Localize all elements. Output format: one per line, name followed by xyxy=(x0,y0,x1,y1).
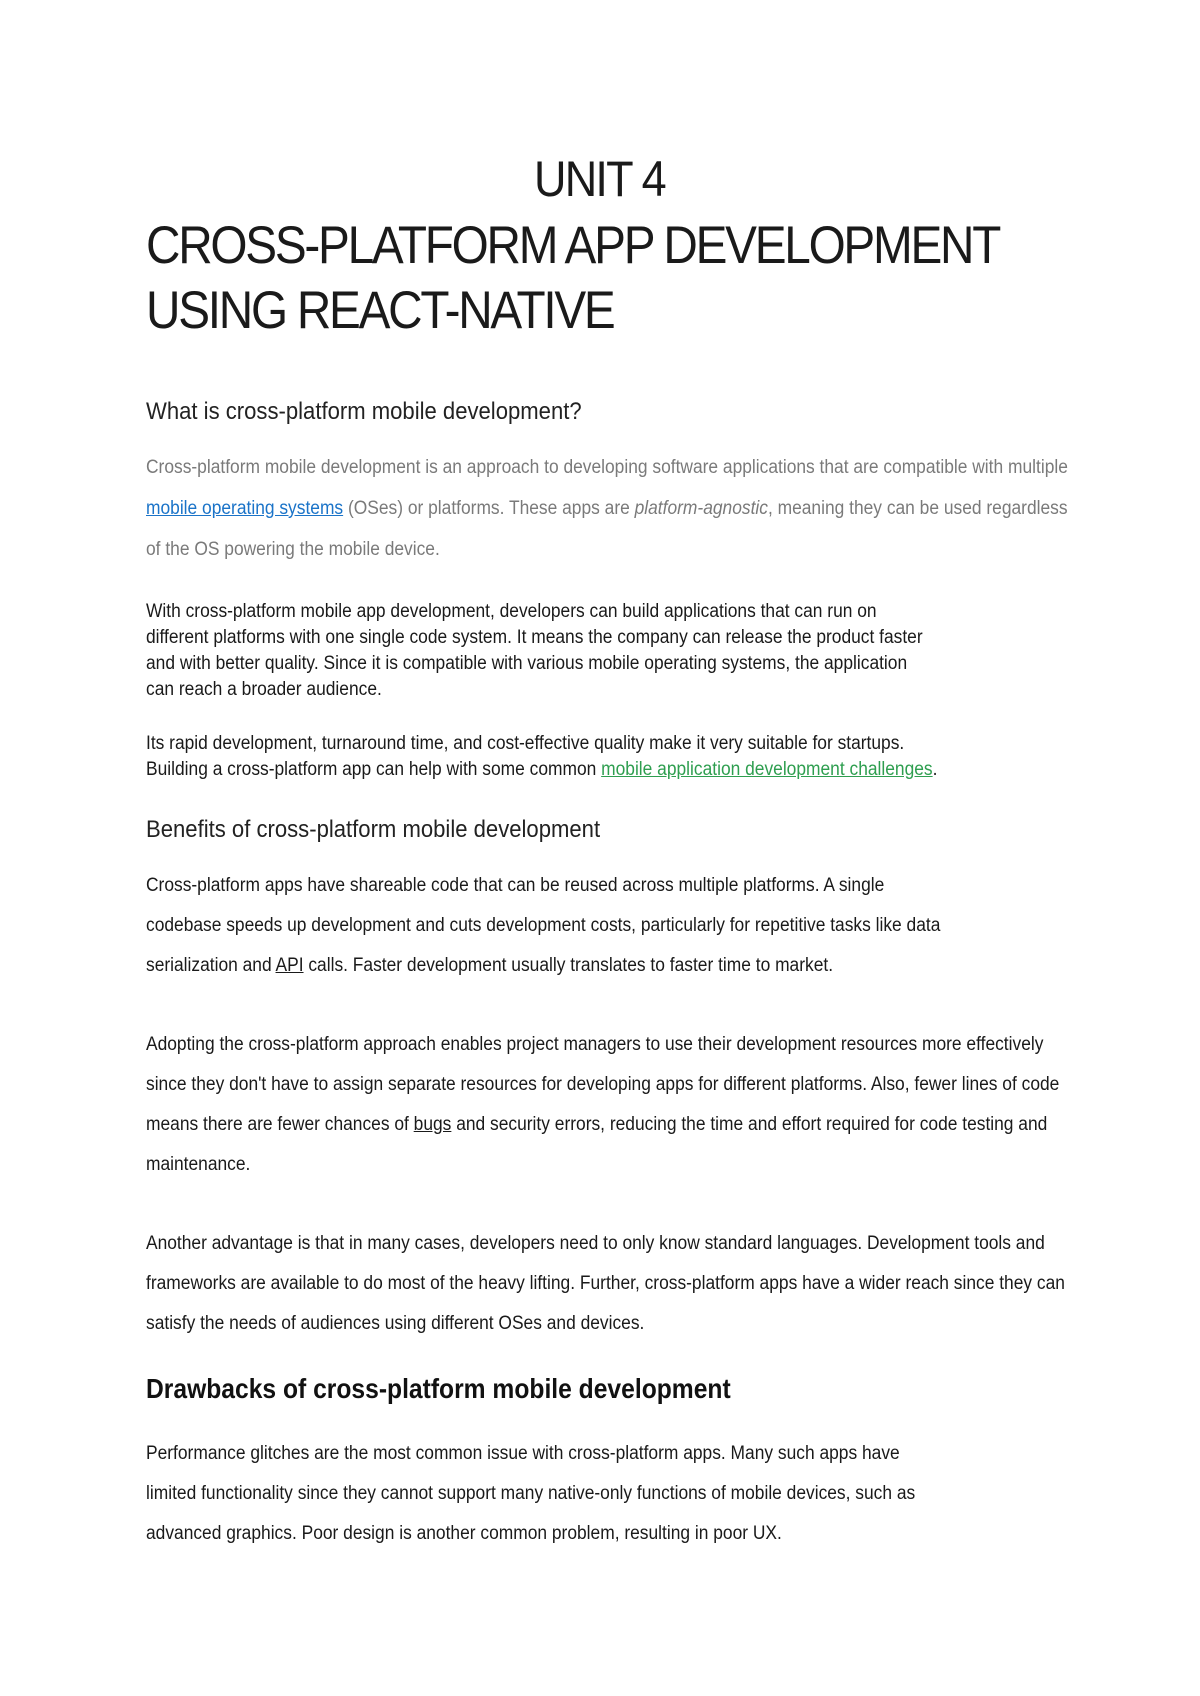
document-title-line-2: USING REACT-NATIVE xyxy=(146,281,614,340)
section-heading-drawbacks: Drawbacks of cross-platform mobile development xyxy=(146,1373,731,1404)
link-api[interactable]: API xyxy=(275,955,304,976)
paragraph-text: calls. Faster development usually translates to faster time to market. xyxy=(303,955,834,976)
link-mobile-operating-systems[interactable]: mobile operating systems xyxy=(146,498,344,519)
paragraph-text: . xyxy=(932,759,938,780)
section-heading-what-is: What is cross-platform mobile development? xyxy=(146,398,582,425)
paragraph-text: and security errors, reducing the time and effort required for code testing and maintenance. xyxy=(146,1114,1048,1175)
section-heading-benefits: Benefits of cross-platform mobile development xyxy=(146,816,601,843)
paragraph-text: (OSes) or platforms. These apps are xyxy=(343,498,635,519)
paragraph-project-managers xyxy=(146,1025,1061,1185)
paragraph-cross-platform-build: With cross-platform mobile app development, developers can build applications that can run on different platforms with one single code system. It means the company can release the product faster and with better quality. Since it is compatible with various mobile operating systems, the application can reach a broader audience. xyxy=(146,601,923,700)
unit-title: UNIT 4 xyxy=(534,151,665,207)
link-bugs[interactable]: bugs xyxy=(413,1114,452,1135)
paragraph-text: , meaning they can be used regardless of the OS powering the mobile device. xyxy=(146,498,1068,560)
paragraph-shareable-code xyxy=(146,866,951,986)
paragraph-text: Adopting the cross-platform approach enables project managers to use their development resources more effectively since they don't have to assign separate resources for developing apps for different platforms. Also, fewer lines of code means there are fewer chances of xyxy=(146,1034,1060,1135)
link-mobile-app-challenges[interactable]: mobile application development challenges xyxy=(601,759,933,780)
paragraph-definition xyxy=(146,447,1070,570)
document-title xyxy=(146,213,999,343)
paragraph-text: Cross-platform apps have shareable code that can be reused across multiple platforms. A single codebase speeds up development and cuts development costs, particularly for repetitive tasks like data serialization and xyxy=(146,875,941,976)
paragraph-text: Its rapid development, turnaround time, and cost-effective quality make it very suitable for startups. Building a cross-platform app can help with some common xyxy=(146,733,905,780)
emphasis-platform-agnostic: platform-agnostic xyxy=(634,498,768,519)
paragraph-rapid-development xyxy=(146,731,970,783)
paragraph-performance-glitches: Performance glitches are the most common issue with cross-platform apps. Many such apps have limited functionality since they cannot support many native-only functions of mobile devices, such as advanced graphics. Poor design is another common problem, resulting in poor UX. xyxy=(146,1443,916,1544)
document-title-line-1: CROSS-PLATFORM APP DEVELOPMENT xyxy=(146,216,1000,275)
paragraph-standard-languages: Another advantage is that in many cases, developers need to only know standard languages. Development tools and frameworks are available to do most of the heavy lifting. Further, cross-platform apps have a wider reach since they can satisfy the needs of audiences using different OSes and devices. xyxy=(146,1233,1065,1334)
paragraph-text: Cross-platform mobile development is an approach to developing software applications that are compatible with multiple xyxy=(146,457,1068,478)
